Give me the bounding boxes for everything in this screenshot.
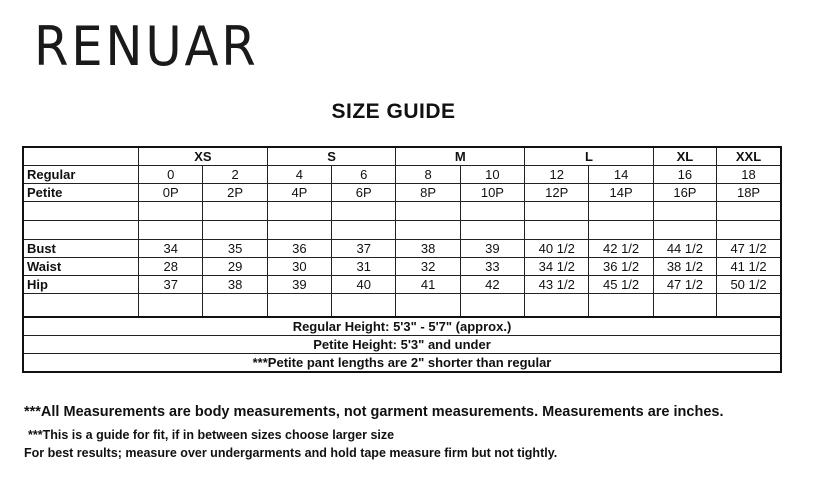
waist-cell: 41 1/2 [717,258,781,276]
size-group-header-row [23,147,781,166]
waist-cell: 28 [139,258,203,276]
regular-height-row [23,317,781,336]
footer-note-measurements: ***All Measurements are body measurements, not garment measurements. Measurements are inches. [24,404,724,420]
brand-logo: RENUAR [34,15,259,78]
hip-cell: 39 [267,276,331,294]
bust-cell: 38 [396,240,460,258]
regular-cell: 18 [717,166,781,184]
hip-label: Hip [23,276,139,294]
footer-note-best-results: For best results; measure over undergarments and hold tape measure firm but not tightly. [24,446,558,460]
hip-cell: 37 [139,276,203,294]
regular-label: Regular [23,166,139,184]
regular-row [23,166,781,184]
petite-row [23,184,781,202]
regular-cell: 2 [203,166,267,184]
regular-cell: 16 [653,166,716,184]
waist-cell: 33 [460,258,524,276]
bust-cell: 37 [332,240,396,258]
page-title [0,100,823,124]
hip-cell: 40 [332,276,396,294]
regular-cell: 14 [589,166,653,184]
hip-cell: 41 [396,276,460,294]
spacer-row [23,221,781,240]
regular-cell: 10 [460,166,524,184]
waist-cell: 32 [396,258,460,276]
waist-cell: 30 [267,258,331,276]
regular-cell: 12 [525,166,589,184]
spacer-row [23,294,781,318]
petite-cell: 10P [460,184,524,202]
spacer-row [23,202,781,221]
waist-cell: 31 [332,258,396,276]
bust-cell: 36 [267,240,331,258]
size-group-s: S [267,147,396,166]
regular-height-note: Regular Height: 5'3" - 5'7" (approx.) [23,317,781,336]
bust-cell: 44 1/2 [653,240,716,258]
regular-cell: 8 [396,166,460,184]
bust-cell: 42 1/2 [589,240,653,258]
petite-cell: 8P [396,184,460,202]
hip-cell: 47 1/2 [653,276,716,294]
petite-cell: 2P [203,184,267,202]
petite-cell: 18P [717,184,781,202]
size-group-xl: XL [653,147,716,166]
hip-cell: 42 [460,276,524,294]
bust-cell: 34 [139,240,203,258]
regular-cell: 0 [139,166,203,184]
footer-note-fit: ***This is a guide for fit, if in between sizes choose larger size [28,428,395,442]
petite-cell: 0P [139,184,203,202]
header-empty-cell [23,147,139,166]
bust-label: Bust [23,240,139,258]
petite-height-note: Petite Height: 5'3" and under [23,336,781,354]
hip-cell: 50 1/2 [717,276,781,294]
bust-cell: 39 [460,240,524,258]
petite-cell: 16P [653,184,716,202]
hip-cell: 45 1/2 [589,276,653,294]
petite-cell: 14P [589,184,653,202]
bust-cell: 35 [203,240,267,258]
petite-cell: 4P [267,184,331,202]
regular-cell: 4 [267,166,331,184]
page-title-text: SIZE GUIDE [331,100,456,123]
hip-cell: 43 1/2 [525,276,589,294]
waist-cell: 36 1/2 [589,258,653,276]
petite-label: Petite [23,184,139,202]
regular-cell: 6 [332,166,396,184]
bust-cell: 40 1/2 [525,240,589,258]
size-group-xxl: XXL [717,147,781,166]
petite-cell: 12P [525,184,589,202]
waist-label: Waist [23,258,139,276]
bust-cell: 47 1/2 [717,240,781,258]
waist-cell: 29 [203,258,267,276]
hip-row [23,276,781,294]
waist-cell: 34 1/2 [525,258,589,276]
hip-cell: 38 [203,276,267,294]
size-group-xs: XS [139,147,268,166]
petite-pants-row [23,354,781,373]
waist-cell: 38 1/2 [653,258,716,276]
size-group-m: M [396,147,525,166]
petite-cell: 6P [332,184,396,202]
waist-row [23,258,781,276]
size-guide-table [22,146,782,373]
petite-pants-note: ***Petite pant lengths are 2" shorter than regular [23,354,781,373]
size-group-l: L [525,147,654,166]
petite-height-row [23,336,781,354]
bust-row [23,240,781,258]
